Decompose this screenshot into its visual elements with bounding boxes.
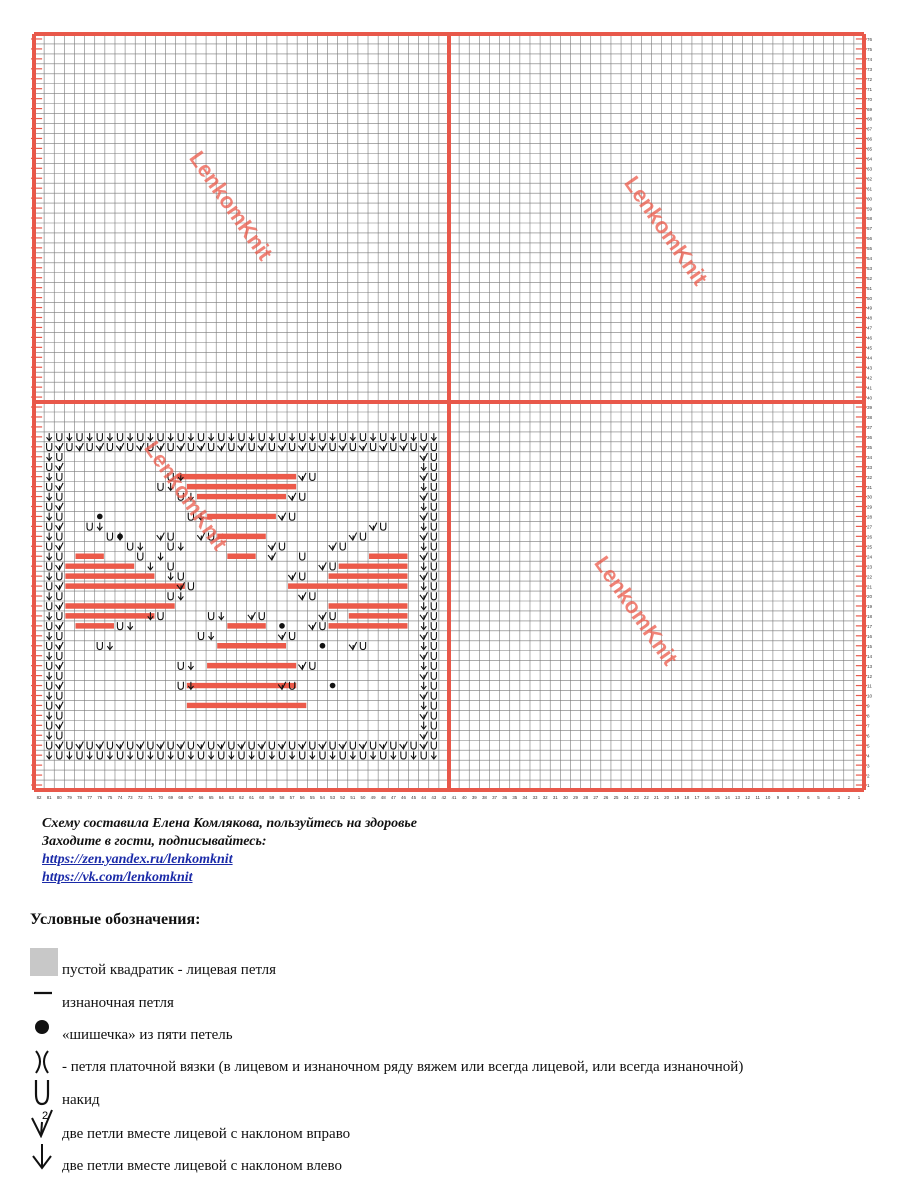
- legend-item-purl: [30, 983, 890, 1013]
- row-number: 29: [867, 504, 873, 510]
- row-number: 26: [867, 534, 873, 540]
- column-number: 82: [36, 795, 42, 800]
- column-number: 38: [481, 795, 487, 800]
- column-number: 77: [87, 795, 93, 800]
- row-number: 47: [867, 325, 873, 331]
- row-number: 32: [867, 474, 873, 480]
- column-number: 52: [340, 795, 346, 800]
- row-number: 8: [867, 713, 870, 719]
- column-number: 59: [269, 795, 275, 800]
- row-number: 63: [867, 166, 873, 172]
- column-number: 70: [158, 795, 163, 800]
- column-number: 27: [593, 795, 599, 800]
- column-number: 65: [208, 795, 214, 800]
- bobble-symbol: [117, 534, 123, 540]
- row-number: 60: [867, 196, 873, 202]
- column-number: 41: [451, 795, 457, 800]
- column-number: 71: [147, 795, 153, 800]
- column-number: 61: [249, 795, 255, 800]
- row-number: 36: [867, 435, 873, 441]
- row-number: 34: [867, 454, 873, 460]
- row-number: 43: [867, 365, 873, 371]
- column-number: 78: [77, 795, 82, 800]
- column-number: 30: [562, 795, 568, 800]
- column-number: 64: [218, 795, 224, 800]
- column-number: 6: [807, 795, 810, 800]
- vk-link[interactable]: https://vk.com/lenkomknit: [42, 870, 193, 885]
- column-number: 3: [837, 795, 840, 800]
- row-number: 38: [867, 415, 873, 421]
- column-number: 22: [643, 795, 649, 800]
- row-number: 12: [867, 673, 873, 679]
- row-number: 3: [867, 763, 870, 769]
- row-number: 9: [867, 703, 870, 709]
- row-number: 4: [867, 753, 870, 759]
- column-number: 44: [421, 795, 427, 800]
- column-number: 7: [796, 795, 800, 800]
- column-number: 46: [401, 795, 406, 800]
- row-number: 5: [867, 743, 870, 749]
- column-number: 33: [532, 795, 538, 800]
- row-number: 41: [867, 385, 873, 391]
- watermark: LenkomKnit: [589, 551, 683, 670]
- row-number: 50: [867, 295, 873, 301]
- column-number: 66: [198, 795, 204, 800]
- column-number: 13: [735, 795, 740, 800]
- row-number: 20: [867, 594, 873, 600]
- column-number: 74: [117, 795, 123, 800]
- legend-text: изнаночная петля: [62, 995, 174, 1011]
- column-number: 15: [714, 795, 720, 800]
- row-number: 19: [867, 604, 873, 610]
- row-number: 6: [867, 733, 870, 739]
- k2tog-left-icon: [30, 1142, 58, 1172]
- row-number: 64: [867, 156, 873, 162]
- column-number: 81: [46, 795, 52, 800]
- column-number: 50: [360, 795, 366, 800]
- legend-item-garter: [30, 1047, 890, 1077]
- row-number: 70: [867, 96, 873, 102]
- column-number: 29: [573, 795, 578, 800]
- row-number: 10: [867, 693, 873, 699]
- column-number: 39: [471, 795, 477, 800]
- row-number: 67: [867, 126, 873, 132]
- row-number: 39: [867, 405, 873, 411]
- row-number: 61: [867, 186, 873, 192]
- credits: [42, 815, 417, 887]
- row-number: 14: [867, 653, 873, 659]
- column-number: 23: [633, 795, 639, 800]
- row-number: 49: [867, 305, 873, 311]
- column-number: 32: [542, 795, 548, 800]
- column-number: 17: [694, 795, 700, 800]
- column-number: 4: [827, 795, 830, 800]
- column-number: 63: [228, 795, 234, 800]
- row-number: 68: [867, 116, 873, 122]
- column-number: 67: [188, 795, 194, 800]
- k2tog-right-icon: [30, 1108, 58, 1138]
- row-number: 55: [867, 246, 873, 252]
- legend-title: Условные обозначения:: [30, 911, 201, 928]
- column-number: 60: [259, 795, 265, 800]
- row-number: 76: [867, 37, 873, 43]
- row-number: 40: [867, 395, 873, 401]
- column-number: 12: [745, 795, 751, 800]
- row-number: 42: [867, 375, 873, 381]
- column-number: 2: [847, 795, 851, 800]
- column-number: 69: [168, 795, 174, 800]
- column-number: 37: [492, 795, 497, 800]
- column-number: 40: [461, 795, 467, 800]
- column-number: 79: [66, 795, 72, 800]
- column-number: 10: [765, 795, 771, 800]
- column-number: 20: [664, 795, 670, 800]
- row-number: 71: [867, 86, 873, 92]
- column-number: 42: [441, 795, 447, 800]
- column-number: 57: [289, 795, 295, 800]
- row-number: 75: [867, 47, 873, 53]
- row-number: 18: [867, 614, 873, 620]
- legend-text: две петли вместе лицевой с наклоном влево: [62, 1158, 342, 1174]
- column-number: 58: [279, 795, 285, 800]
- empty-square-icon: [30, 948, 58, 978]
- row-number: 54: [867, 256, 873, 262]
- column-number: 16: [704, 795, 710, 800]
- column-number: 54: [320, 795, 325, 800]
- bobble-symbol: [320, 643, 326, 649]
- column-number: 68: [178, 795, 184, 800]
- column-number: 9: [776, 795, 780, 800]
- row-number: 53: [867, 265, 873, 271]
- column-number: 49: [370, 795, 376, 800]
- column-number: 18: [684, 795, 690, 800]
- column-number: 62: [239, 795, 244, 800]
- watermark: LenkomKnit: [139, 436, 233, 555]
- row-number: 66: [867, 136, 873, 142]
- row-number: 58: [867, 216, 873, 222]
- row-number: 59: [867, 206, 873, 212]
- row-number: 17: [867, 624, 873, 630]
- bobble-symbol: [330, 683, 336, 689]
- row-number: 65: [867, 146, 873, 152]
- row-number: 46: [867, 335, 873, 341]
- row-number: 22: [867, 574, 873, 580]
- row-number: 74: [867, 57, 873, 63]
- row-number: 73: [867, 67, 873, 73]
- column-number: 75: [107, 795, 113, 800]
- column-number: 72: [137, 795, 143, 800]
- column-number: 26: [603, 795, 609, 800]
- column-number: 34: [522, 795, 528, 800]
- svg-text:2: 2: [42, 1110, 49, 1122]
- row-number: 44: [867, 355, 873, 361]
- column-number: 80: [56, 795, 62, 800]
- zen-link[interactable]: https://zen.yandex.ru/lenkomknit: [42, 852, 233, 867]
- legend-item-bobble: [30, 1015, 890, 1045]
- legend-text: «шишечка» из пяти петель: [62, 1027, 233, 1043]
- row-number: 28: [867, 514, 873, 520]
- yarn-over-icon: [30, 1078, 58, 1108]
- column-number: 28: [583, 795, 589, 800]
- watermark: LenkomKnit: [619, 171, 713, 290]
- row-number: 11: [867, 683, 872, 689]
- column-number: 35: [512, 795, 518, 800]
- row-number: 51: [867, 285, 873, 291]
- row-number: 13: [867, 663, 873, 669]
- row-number: 15: [867, 643, 873, 649]
- legend-item-k2tog-right: [30, 1108, 890, 1142]
- row-number: 57: [867, 226, 873, 232]
- legend-text: - петля платочной вязки (в лицевом и изнаночном ряду вяжем или всегда лицевой, или всегда изнаночной): [62, 1059, 744, 1075]
- row-number: 56: [867, 236, 873, 242]
- row-number: 31: [867, 484, 873, 490]
- dot-icon: [30, 1015, 58, 1045]
- row-number: 35: [867, 445, 873, 451]
- legend-text: две петли вместе лицевой с наклоном вправо: [62, 1126, 351, 1142]
- column-number: 19: [674, 795, 680, 800]
- column-number: 24: [623, 795, 629, 800]
- column-number: 36: [502, 795, 508, 800]
- column-number: 8: [786, 795, 790, 800]
- dash-icon: [30, 983, 58, 1013]
- credits-line-1: Схему составила Елена Комлякова, пользуйтесь на здоровье: [42, 816, 417, 831]
- column-number: 5: [817, 795, 820, 800]
- row-number: 25: [867, 544, 873, 550]
- row-number: 37: [867, 425, 873, 431]
- column-number: 53: [330, 795, 336, 800]
- row-number: 30: [867, 494, 873, 500]
- column-number: 76: [97, 795, 103, 800]
- legend-item-k2tog-left: [30, 1142, 890, 1172]
- column-number: 14: [724, 795, 730, 800]
- row-number: 23: [867, 564, 873, 570]
- credits-line-2: Заходите в гости, подписывайтесь:: [42, 834, 267, 849]
- column-number: 25: [613, 795, 619, 800]
- cross-icon: [30, 1047, 58, 1077]
- row-number: 2: [867, 773, 870, 779]
- column-number: 55: [309, 795, 315, 800]
- bobble-symbol: [97, 514, 103, 520]
- row-number: 69: [867, 106, 873, 112]
- column-number: 43: [431, 795, 437, 800]
- legend-item-knit: [30, 948, 890, 978]
- legend-text: пустой квадратик - лицевая петля: [62, 962, 277, 978]
- column-number: 51: [350, 795, 356, 800]
- legend-item-yarn-over: [30, 1078, 890, 1108]
- watermark: LenkomKnit: [184, 146, 278, 265]
- column-number: 45: [411, 795, 417, 800]
- row-number: 52: [867, 275, 873, 281]
- row-number: 7: [867, 723, 870, 729]
- column-number: 73: [127, 795, 133, 800]
- row-number: 1: [867, 783, 870, 789]
- row-number: 62: [867, 176, 873, 182]
- column-number: 1: [857, 795, 861, 800]
- column-number: 56: [299, 795, 305, 800]
- legend-text: накид: [62, 1092, 100, 1108]
- row-number: 21: [867, 584, 873, 590]
- column-number: 48: [380, 795, 386, 800]
- row-number: 45: [867, 345, 873, 351]
- column-number: 47: [390, 795, 396, 800]
- row-number: 27: [867, 524, 873, 530]
- column-number: 21: [654, 795, 659, 800]
- row-number: 16: [867, 634, 873, 640]
- bobble-symbol: [279, 623, 285, 629]
- column-number: 11: [755, 795, 761, 800]
- row-number: 24: [867, 554, 873, 560]
- row-number: 33: [867, 464, 873, 470]
- column-number: 31: [552, 795, 558, 800]
- row-number: 48: [867, 315, 873, 321]
- row-number: 72: [867, 76, 873, 82]
